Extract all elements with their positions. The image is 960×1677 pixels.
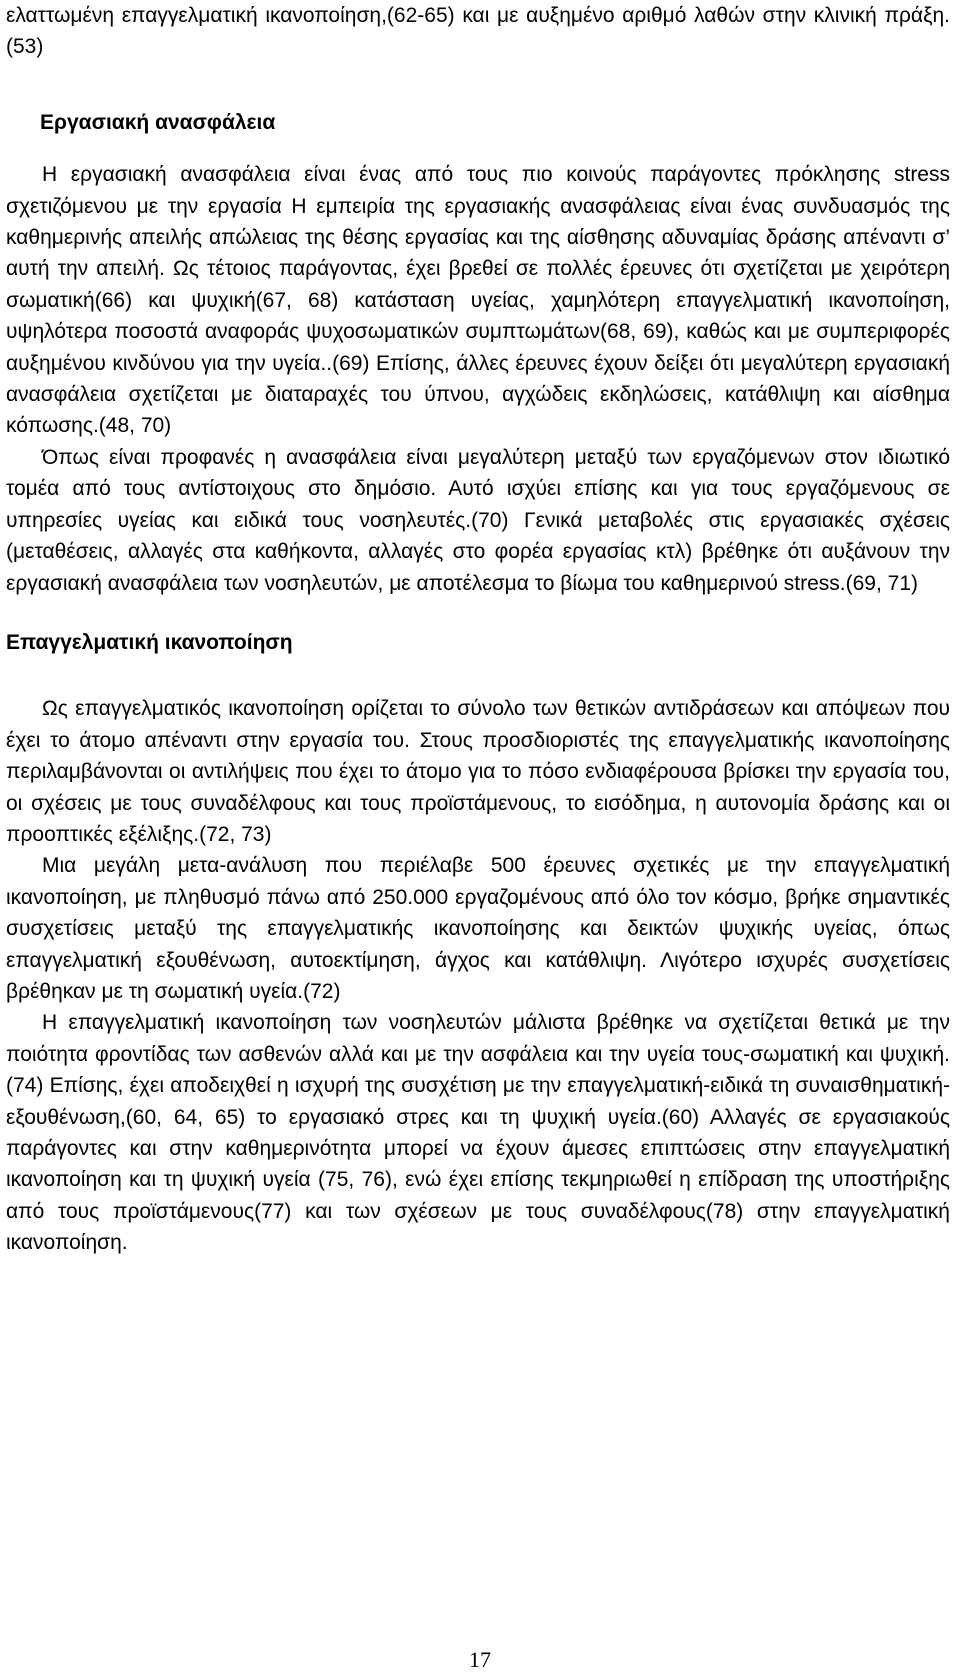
paragraph: Ως επαγγελματικός ικανοποίηση ορίζεται το σύνολο των θετικών αντιδράσεων και απόψεων που έχει το άτομο απέναντι στην εργασία του. Στους προσδιοριστές της επαγγελματικής ικανοποίησης περιλαμβάνονται οι αντιλήψεις που έχει το άτομο για το πόσο ενδιαφέρουσα βρίσκει την εργασία του, οι σχέσεις με τους συναδέλφους και τους προϊστάμενους, το εισόδημα, η αυτονομία δράσης και οι προοπτικές εξέλιξης.(72, 73) (6, 697, 950, 846)
paragraph: Όπως είναι προφανές η ανασφάλεια είναι μεγαλύτερη μεταξύ των εργαζόμενων στον ιδιωτικό τομέα από τους αντίστοιχους στο δημόσιο. Αυτό ισχύει επίσης και για τους εργαζόμενους σε υπηρεσίες υγείας και ειδικά τους νοσηλευτές.(70) Γενικά μεταβολές στις εργασιακές σχέσεις (μεταθέσεις, αλλαγές στα καθήκοντα, αλλαγές στο φορέα εργασίας κτλ) βρέθηκε ότι αυξάνουν την εργασιακή ανασφάλεια των νοσηλευτών, με αποτέλεσμα το βίωμα του καθημερινού stress.(69, 71) (6, 445, 950, 595)
section-heading-job-satisfaction: Επαγγελματική ικανοποίηση (6, 630, 293, 654)
section-heading-job-insecurity: Εργασιακή ανασφάλεια (40, 110, 276, 134)
document-page (6, 0, 950, 1259)
intro-paragraph: ελαττωμένη επαγγελματική ικανοποίηση,(62-65) και με αυξημένο αριθμό λαθών στην κλινική πράξη.(53) (6, 4, 950, 59)
paragraph: Η επαγγελματική ικανοποίηση των νοσηλευτών μάλιστα βρέθηκε να σχετίζεται θετικά με την ποιότητα φροντίδας των ασθενών αλλά και με την ασφάλεια και την υγεία τους-σωματική και ψυχική.(74) Επίσης, έχει αποδειχθεί η ισχυρή της συσχέτιση με την επαγγελματική-ειδικά τη συναισθηματική- εξουθένωση,(60, 64, 65) το εργασιακό στρες και τη ψυχική υγεία.(60) Αλλαγές σε εργασιακούς παράγοντες και στην καθημερινότητα μπορεί να έχουν άμεσες επιπτώσεις στην επαγγελματική ικανοποίηση και τη ψυχική υγεία (75, 76), ενώ έχει επίσης τεκμηριωθεί η επίδραση της υποστήριξης από τους προϊστάμενους(77) και των σχέσεων με τους συναδέλφους(78) στην επαγγελματική ικανοποίηση. (6, 1011, 950, 1255)
paragraph: Η εργασιακή ανασφάλεια είναι ένας από τους πιο κοινούς παράγοντες πρόκλησης stress σχετιζόμενου με την εργασία Η εμπειρία της εργασιακής ανασφάλειας είναι ένας συνδυασμός της καθημερινής απειλής απώλειας της θέσης εργασίας και της αίσθησης αδυναμίας δράσης απέναντι σ’ αυτή την απειλή. Ως τέτοιος παράγοντας, έχει βρεθεί σε πολλές έρευνες ότι σχετίζεται με χειρότερη σωματική(66) και ψυχική(67, 68) κατάσταση υγείας, χαμηλότερη επαγγελματική ικανοποίηση, υψηλότερα ποσοστά αναφοράς ψυχοσωματικών συμπτωμάτων(68, 69), καθώς και με συμπεριφορές αυξημένου κινδύνου για την υγεία..(69) Επίσης, άλλες έρευνες έχουν δείξει ότι μεγαλύτερη εργασιακή ανασφάλεια σχετίζεται με διαταραχές του ύπνου, αγχώδεις εκδηλώσεις, κατάθλιψη και αίσθημα κόπωσης.(48, 70) (6, 163, 950, 438)
paragraph: Μια μεγάλη μετα-ανάλυση που περιέλαβε 500 έρευνες σχετικές με την επαγγελματική ικανοποίηση, με πληθυσμό πάνω από 250.000 εργαζομένους από όλο τον κόσμο, βρήκε σημαντικές συσχετίσεις μεταξύ της επαγγελματικής ικανοποίησης και δεικτών ψυχικής υγείας, όπως επαγγελματική εξουθένωση, αυτοεκτίμηση, άγχος και κατάθλιψη. Λιγότερο ισχυρές συσχετίσεις βρέθηκαν με τη σωματική υγεία.(72) (6, 854, 950, 1003)
page-number: 17 (469, 1647, 491, 1672)
